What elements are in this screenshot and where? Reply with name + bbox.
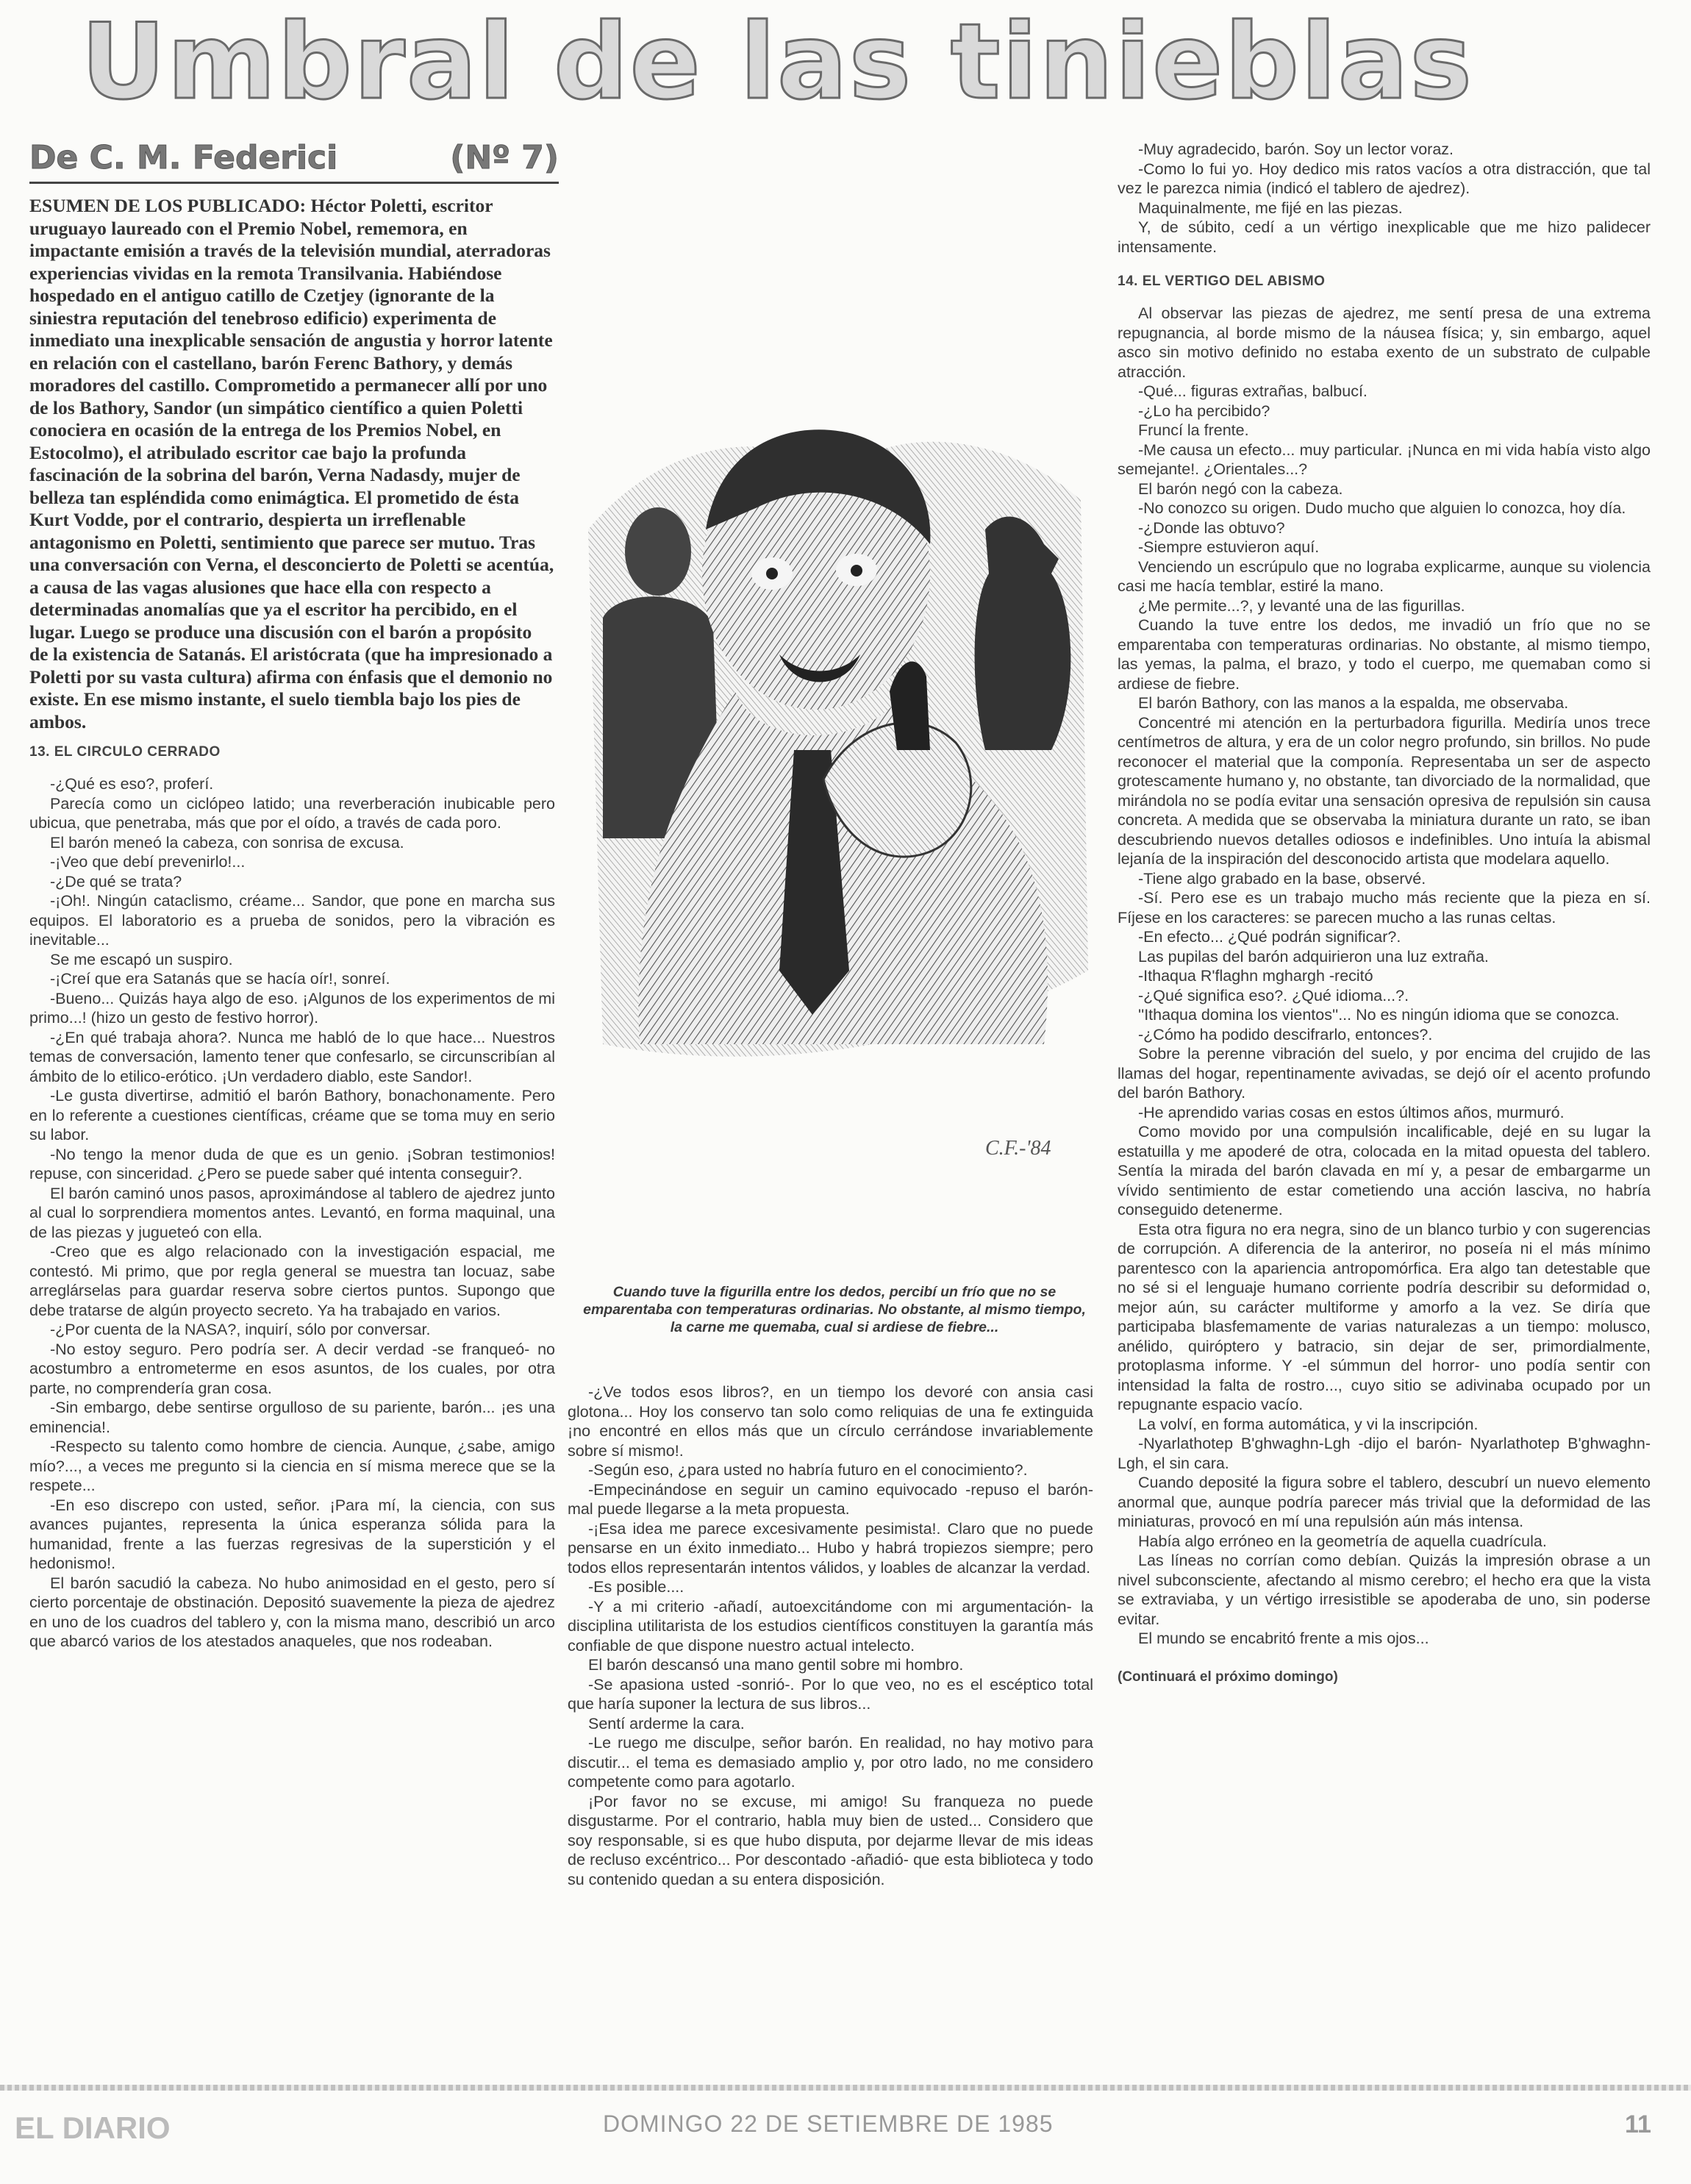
paragraph: -En efecto... ¿Qué podrán significar?.: [1138, 928, 1401, 946]
section-14-body: [1118, 304, 1651, 1649]
paragraph: -Según eso, ¿para usted no habría futuro en el conocimiento?.: [588, 1461, 1028, 1479]
headline: Umbral de las tinieblas: [81, 7, 1474, 118]
paragraph: Maquinalmente, me fijé en las piezas.: [1138, 199, 1403, 217]
paragraph: -Es posible....: [588, 1578, 684, 1596]
paragraph: -No conozco su origen. Dudo mucho que alguien lo conozca, hoy día.: [1138, 499, 1626, 517]
paragraph: -¿Lo ha percibido?: [1138, 402, 1270, 420]
paragraph: -No estoy seguro. Pero podría ser. A decir verdad -se franqueó- no acostumbro a entrometerme en esos asuntos, de los cuales, por otra parte, no comprendería gran cosa.: [29, 1340, 555, 1397]
paragraph: ¿Me permite...?, y levanté una de las figurillas.: [1138, 596, 1465, 615]
footer-date: DOMINGO 22 DE SETIEMBRE DE 1985: [603, 2110, 1054, 2137]
paragraph: -¡Creí que era Satanás que se hacía oír!, sonreí.: [50, 970, 390, 988]
paragraph: -He aprendido varias cosas en estos últimos años, murmuró.: [1138, 1103, 1565, 1121]
paragraph: Como movido por una compulsión incalificable, dejé en su lugar la estatuilla y me apoderé de otra, colocada en la mitad opuesta del tablero. Sentía la mirada del barón clavada en mí y, a pesar de embargarme un vívido sentimiento de estar cometiendo una acción lasciva, no habría conseguido detenerme.: [1118, 1123, 1651, 1218]
paragraph: -¿Qué es eso?, proferí.: [50, 775, 214, 793]
chapter-number: (Nº 7): [450, 139, 559, 176]
paragraph: El barón Bathory, con las manos a la espalda, me observaba.: [1138, 694, 1569, 712]
paragraph: Fruncí la frente.: [1138, 421, 1249, 439]
paragraph: Sobre la perenne vibración del suelo, y por encima del crujido de las llamas del hogar, repentinamente avivadas, se dejó oír el acento profundo del barón Bathory.: [1118, 1045, 1651, 1102]
paragraph: Esta otra figura no era negra, sino de un blanco turbio y con sugerencias de corrupción. A diferencia de la anteriror, no poseía ni el más mínimo parentesco con la apariencia antropomórfica. Era algo tan detestable que no sé si el lenguaje humano corriente podría describir su deformidad o, mejor aún, su carácter multiforme y amorfo a la vez. Se diría que participaba blasfemamente de varias naturalezas a un tiempo: molusco, anélido, quiróptero y batracio, sin dejar de ser, primordialmente, protoplasma informe. Y -el súmmun del horror- uno podía sentir con intensidad la falta de rostro..., cuyo sitio se adivinaba ocupado por un repugnante espacio vacío.: [1118, 1220, 1651, 1413]
paragraph: -Sí. Pero ese es un trabajo mucho más reciente que la pieza en sí. Fíjese en los caracteres: se parecen mucho a las runas celtas.: [1118, 889, 1651, 927]
continued-note: (Continuará el próximo domingo): [1118, 1669, 1338, 1685]
paragraph: ¡Por favor no se excuse, mi amigo! Su franqueza no puede disgustarme. Por el contrario, habla muy bien de usted... Considero que soy responsable, si es que hubo disputa, por dejarme llevar de mis ideas de recluso excéntrico... Por descontado -añadió- que esta biblioteca y todo su contenido quedan a su entera disposición.: [568, 1792, 1093, 1888]
paragraph: El barón negó con la cabeza.: [1138, 479, 1343, 498]
byline: [29, 136, 559, 184]
paragraph: Parecía como un ciclópeo latido; una reverberación inubicable pero ubicua, que penetraba, más que por el oído, a través de cada poro.: [29, 794, 555, 832]
paragraph: -¿Qué significa eso?. ¿Qué idioma...?.: [1138, 986, 1409, 1004]
column-1: [29, 195, 555, 2048]
paragraph: -¿Por cuenta de la NASA?, inquirí, sólo por conversar.: [50, 1321, 431, 1338]
paragraph: -¡Esa idea me parece excesivamente pesimista!. Claro que no puede pensarse en un éxito inmediato... Hubo y habrá tropiezos siempre; pero todos ellos representarán intentos válidos, y loables de alcanzar la verdad.: [568, 1519, 1093, 1577]
paragraph: -Bueno... Quizás haya algo de eso. ¡Algunos de los experimentos de mi primo...! (hizo un gesto de festivo horror).: [29, 989, 555, 1027]
section-13-title: 13. EL CIRCULO CERRADO: [29, 744, 221, 760]
paragraph: -No tengo la menor duda de que es un genio. ¡Sobran testimonios! repuse, con sinceridad. ¿Pero se puede saber qué intenta conseguir?.: [29, 1145, 555, 1182]
paragraph: El barón meneó la cabeza, con sonrisa de excusa.: [50, 833, 404, 852]
paragraph: -Siempre estuvieron aquí.: [1138, 538, 1320, 556]
paragraph: Había algo erróneo en la geometría de aquella cuadrícula.: [1138, 1532, 1547, 1550]
paragraph: -Tiene algo grabado en la base, observé.: [1138, 869, 1426, 888]
column-3: [1118, 140, 1651, 2052]
paragraph: El barón descansó una mano gentil sobre mi hombro.: [588, 1656, 964, 1674]
illustration: [573, 309, 1103, 1206]
column-2: [568, 1382, 1093, 2044]
column-3-intro: [1118, 140, 1651, 257]
paragraph: -Le ruego me disculpe, señor barón. En realidad, no hay motivo para discutir... el tema es demasiado amplio y, por otro lado, no me considero competente como para agotarlo.: [568, 1734, 1093, 1791]
paragraph: -Empecinándose en seguir un camino equivocado -repuso el barón- mal puede llegarse a la meta propuesta.: [568, 1480, 1093, 1518]
paragraph: -Qué... figuras extrañas, balbucí.: [1138, 382, 1368, 400]
paragraph: -Y a mi criterio -añadí, autoexcitándome con mi argumentación- la disciplina utilitarista de los estudios científicos constituyen la garantía más confiable de que dispone nuestro actual intelecto.: [568, 1597, 1093, 1655]
paragraph: El barón caminó unos pasos, aproximándose al tablero de ajedrez junto al cual lo sorprendiera momentos antes. Levantó, en forma maquinal, una de las piezas y jugueteó con ella.: [29, 1184, 555, 1241]
page-footer: [0, 2074, 1691, 2184]
paragraph: -Como lo fui yo. Hoy dedico mis ratos vacíos a otra distracción, que tal vez le parezca nimia (indicó el tablero de ajedrez).: [1118, 160, 1651, 197]
byline-author: De C. M. Federici: [29, 139, 338, 176]
paragraph: -Ithaqua R'flaghn mghargh -recitó: [1138, 967, 1373, 985]
footer-rule: [0, 2085, 1691, 2091]
section-14-title: 14. EL VERTIGO DEL ABISMO: [1118, 274, 1326, 289]
paragraph: Las pupilas del barón adquirieron una luz extraña.: [1138, 947, 1489, 966]
illustration-drawing: [573, 309, 1103, 1206]
summary-text: ESUMEN DE LOS PUBLICADO: Héctor Poletti, escritor uruguayo laureado con el Premio Nobel, rememora, en impactante emisión a través de la televisión mundial, aterradoras experiencias vividas en la remota Transilvania. Habiéndose hospedado en el antiguo catillo de Czetjey (ignorante de la siniestra reputación del tenebroso edificio) experimenta de inmediato una inexplicable sensación de angustia y horror latente en relación con el castellano, barón Ferenc Bathory, y demás moradores del castillo. Comprometido a permanecer allí por uno de los Bathory, Sandor (un simpático científico a quien Poletti conociera en ocasión de la entrega de los Premios Nobel, en Estocolmo), el atribulado escritor cae bajo la profunda fascinación de la sobrina del barón, Verna Nadasdy, mujer de belleza tan espléndida como enimágtica. El prometido de ésta Kurt Vodde, por el contrario, despierta un irreflenable antagonismo en Poletti, sentimiento que parece ser mutuo. Tras una conversación con Verna, el desconcierto de Poletti se acentúa, a causa de las vagas alusiones que hace ella con respecto a determinadas anomalías que ya el escritor ha percibido, en el lugar. Luego se produce una discusión con el barón a propósito de la existencia de Satanás. El aristócrata (que ha impresionado a Poletti por su vasta cultura) afirma con énfasis que el demonio no existe. En ese mismo instante, el suelo tiembla bajo los pies de ambos.: [29, 195, 554, 732]
footer-newspaper-name: EL DIARIO: [15, 2110, 171, 2145]
paragraph: -En eso discrepo con usted, señor. ¡Para mí, la ciencia, con sus avances pujantes, representa la única esperanza sólida para la humanidad, frente a las fuerzas regresivas de la superstición y el hedonismo!.: [29, 1496, 555, 1572]
paragraph: -Me causa un efecto... muy particular. ¡Nunca en mi vida había visto algo semejante!. ¿Orientales...?: [1118, 440, 1651, 478]
paragraph: Al observar las piezas de ajedrez, me sentí presa de una extrema repugnancia, al borde mismo de la náusea física; y, sin embargo, aquel asco sin motivo definido no estaba exento de un substrato de culpable atracción.: [1118, 304, 1651, 381]
paragraph: Y, de súbito, cedí a un vértigo inexplicable que me hizo palidecer intensamente.: [1118, 218, 1651, 256]
paragraph: -¿De qué se trata?: [50, 872, 182, 891]
paragraph: ''Ithaqua domina los vientos''... No es ningún idioma que se conozca.: [1138, 1006, 1620, 1024]
paragraph: -Respecto su talento como hombre de ciencia. Aunque, ¿sabe, amigo mío?..., a veces me pregunto si la ciencia en sí misma merece que se la respete...: [29, 1438, 555, 1494]
paragraph: Concentré mi atención en la perturbadora figurilla. Mediría unos trece centímetros de altura, y era de un color negro profundo, sin brillos. No pude reconocer el material que la componía. Representaba un ser de aspecto grotescamente humano y, no obstante, tan divorciado de la normalidad, que mirándola no se podía evitar una sensación opresiva de repulsión sin causa concreta. A medida que se observaba la miniatura durante un rato, se iban descubriendo nuevos detalles odiosos e indefinibles. Uno intuía la abismal lejanía de la inspiración del desconocido artista que modelara aquello.: [1118, 713, 1651, 868]
paragraph: La volví, en forma automática, y vi la inscripción.: [1138, 1415, 1479, 1433]
paragraph: -Muy agradecido, barón. Soy un lector voraz.: [1138, 140, 1454, 158]
paragraph: -Sin embargo, debe sentirse orgulloso de su pariente, barón... ¡es una eminencia!.: [29, 1399, 555, 1436]
paragraph: -¿En qué trabaja ahora?. Nunca me habló de lo que hace... Nuestros temas de conversación, lamento tener que confesarlo, se circunscribían al ámbito de lo etilico-erótico. ¡Un verdadero diablo, este Sandor!.: [29, 1028, 555, 1085]
illustration-caption: Cuando tuve la figurilla entre los dedos, percibí un frío que no se emparentaba con temperaturas ordinarias. No obstante, al mismo tiempo, la carne me quemaba, cual si ardiese de fiebre...: [583, 1284, 1086, 1335]
paragraph: Cuando deposité la figura sobre el tablero, descubrí un nuevo elemento anormal que, aunque podría parecer más trivial que la deformidad de las miniaturas, provocó en mí una repulsión aún más intensa.: [1118, 1474, 1651, 1530]
paragraph: -Se apasiona usted -sonrió-. Por lo que veo, no es el escéptico total que haría suponer la lectura de sus libros...: [568, 1675, 1093, 1713]
paragraph: Cuando la tuve entre los dedos, me invadió un frío que no se emparentaba con temperaturas ordinarias. No obstante, al mismo tiempo, las yemas, la palma, el brazo, y todo el cuerpo, me quemaban como si ardiese de fiebre.: [1118, 616, 1651, 693]
paragraph: Las líneas no corrían como debían. Quizás la impresión obrase a un nivel subconsciente, afectando al mismo cerebro; el hecho era que la vista se extraviaba, y un vértigo irresistible se apoderaba de uno, sin poderse evitar.: [1118, 1552, 1651, 1628]
column-2-body: [568, 1382, 1093, 1889]
paragraph: -Creo que es algo relacionado con la investigación espacial, me contestó. Mi primo, que por regla general se muestra tan locuaz, sabe arreglárselas para guardar reserva sobre ciertos puntos. Supongo que debe tratarse de algún proyecto secreto. Ya ha trabajado en varios.: [29, 1243, 555, 1319]
paragraph: El barón sacudió la cabeza. No hubo animosidad en el gesto, pero sí cierto porcentaje de obstinación. Depositó suavemente la pieza de ajedrez en uno de los cuadros del tablero y, con la misma mano, describió un arco que abarcó varios de los atestados anaqueles, que nos rodeaban.: [29, 1574, 555, 1650]
paragraph: El mundo se encabritó frente a mis ojos...: [1138, 1630, 1429, 1647]
paragraph: -¿Ve todos esos libros?, en un tiempo los devoré con ansia casi glotona... Hoy los conservo tan solo como reliquias de una fe extinguida ¡no encontré en ellos más que un círculo cerrándose invariablemente sobre sí mismo!.: [568, 1383, 1093, 1460]
illustration-signature: C.F.-'84: [985, 1137, 1051, 1160]
paragraph: -¡Veo que debí prevenirlo!...: [50, 853, 246, 871]
paragraph: -¿Cómo ha podido descifrarlo, entonces?.: [1138, 1025, 1433, 1043]
section-13-body: [29, 774, 555, 1652]
paragraph: -¿Donde las obtuvo?: [1138, 518, 1285, 537]
paragraph: Venciendo un escrúpulo que no lograba explicarme, aunque su violencia casi me hacía temblar, estiré la mano.: [1118, 557, 1651, 595]
paragraph: -¡Oh!. Ningún cataclismo, créame... Sandor, que pone en marcha sus equipos. El laboratorio es a prueba de sonidos, pero la vibración es inevitable...: [29, 892, 555, 949]
paragraph: Se me escapó un suspiro.: [50, 950, 233, 968]
paragraph: Sentí arderme la cara.: [588, 1714, 745, 1732]
paragraph: -Le gusta divertirse, admitió el barón Bathory, bonachonamente. Pero en lo referente a cuestiones científicas, créame que se toma muy en serio su labor.: [29, 1087, 555, 1143]
paragraph: -Nyarlathotep B'ghwaghn-Lgh -dijo el barón- Nyarlathotep B'ghwaghn-Lgh, el sin cara.: [1118, 1435, 1651, 1472]
footer-page-number: 11: [1625, 2110, 1651, 2138]
